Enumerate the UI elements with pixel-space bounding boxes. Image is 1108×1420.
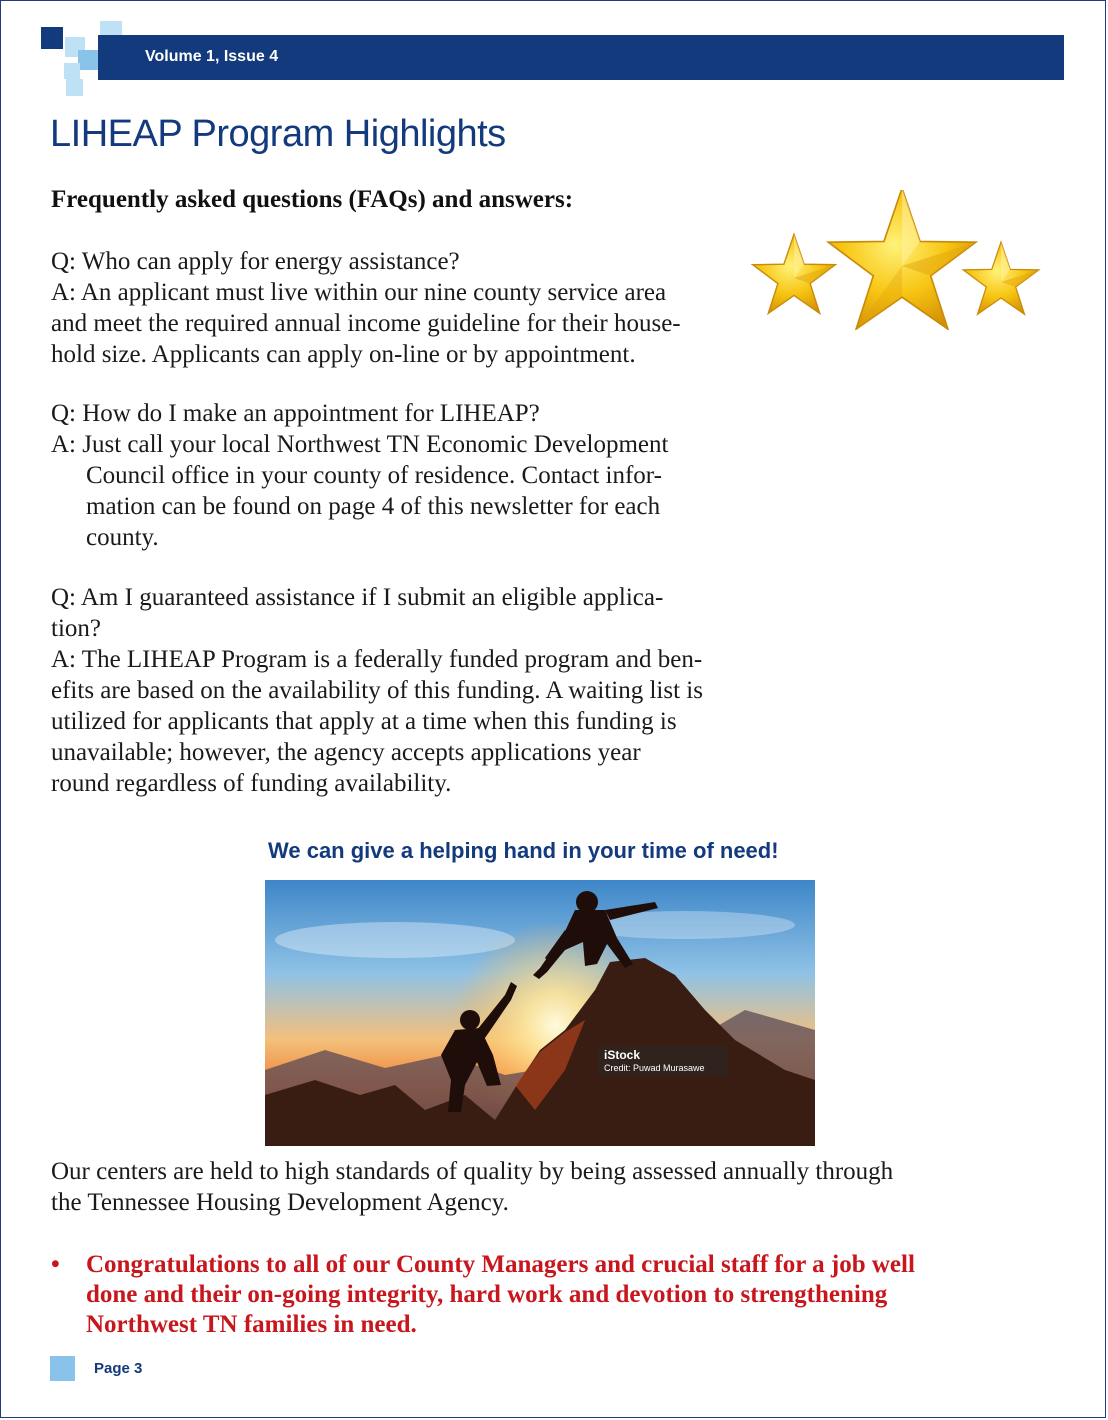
stars-illustration [748, 190, 1048, 330]
star-icon [828, 190, 976, 329]
faq-answer-line: A: Just call your local Northwest TN Economic Development [51, 431, 669, 458]
photo-credit: Credit: Puwad Murasawe [604, 1063, 705, 1073]
header-decor-square [66, 79, 83, 96]
standards-paragraph [51, 1156, 1051, 1218]
faq-answer-line: hold size. Applicants can apply on-line or by appointment. [51, 341, 636, 368]
faq-question: tion? [51, 615, 101, 642]
header-decor-square [78, 50, 98, 70]
standards-line: the Tennessee Housing Development Agency. [51, 1189, 509, 1216]
congrats-line: Northwest TN families in need. [86, 1311, 417, 1338]
faq-answer-line: A: The LIHEAP Program is a federally funded program and ben- [51, 646, 703, 673]
faq-item [51, 398, 731, 553]
faq-heading: Frequently asked questions (FAQs) and answers: [51, 186, 574, 213]
standards-line: Our centers are held to high standards of quality by being assessed annually through [51, 1158, 894, 1185]
photo-credit-badge [598, 1046, 728, 1076]
faq-item [51, 246, 731, 370]
faq-answer-line: county. [86, 524, 159, 551]
page-number: Page 3 [94, 1360, 143, 1377]
bullet-icon: • [51, 1251, 60, 1278]
page-title: LIHEAP Program Highlights [50, 113, 506, 155]
faq-item [51, 582, 731, 799]
faq-question: Q: Who can apply for energy assistance? [51, 248, 460, 275]
footer-decor-square [50, 1356, 75, 1381]
star-icon [963, 242, 1039, 314]
faq-answer-line: efits are based on the availability of this funding. A waiting list is [51, 677, 703, 704]
photo-brand: iStock [604, 1048, 641, 1062]
helping-hand-photo [265, 880, 815, 1146]
faq-question: Q: How do I make an appointment for LIHEAP? [51, 400, 540, 427]
faq-answer-line: unavailable; however, the agency accepts applications year [51, 739, 641, 766]
issue-label: Volume 1, Issue 4 [145, 48, 279, 65]
faq-answer-line: utilized for applicants that apply at a time when this funding is [51, 708, 677, 735]
header-decor-square-dark [41, 27, 63, 49]
faq-question: Q: Am I guaranteed assistance if I submit an eligible applica- [51, 584, 664, 611]
faq-answer-line: Council office in your county of residence. Contact infor- [86, 462, 662, 489]
header-decor-square [64, 63, 80, 79]
image-caption: We can give a helping hand in your time of need! [268, 838, 779, 863]
congrats-line: Congratulations to all of our County Managers and crucial staff for a job well [86, 1251, 915, 1278]
faq-answer-line: A: An applicant must live within our nine county service area [51, 279, 667, 306]
faq-answer-line: and meet the required annual income guideline for their house- [51, 310, 681, 337]
photo-illustration [265, 880, 815, 1146]
congrats-bullet-item [51, 1250, 1011, 1340]
faq-answer-line: mation can be found on page 4 of this newsletter for each [86, 493, 661, 520]
faq-answer-line: round regardless of funding availability. [51, 770, 452, 797]
star-icon [753, 234, 836, 313]
congrats-line: done and their on-going integrity, hard work and devotion to strengthening [86, 1281, 888, 1308]
